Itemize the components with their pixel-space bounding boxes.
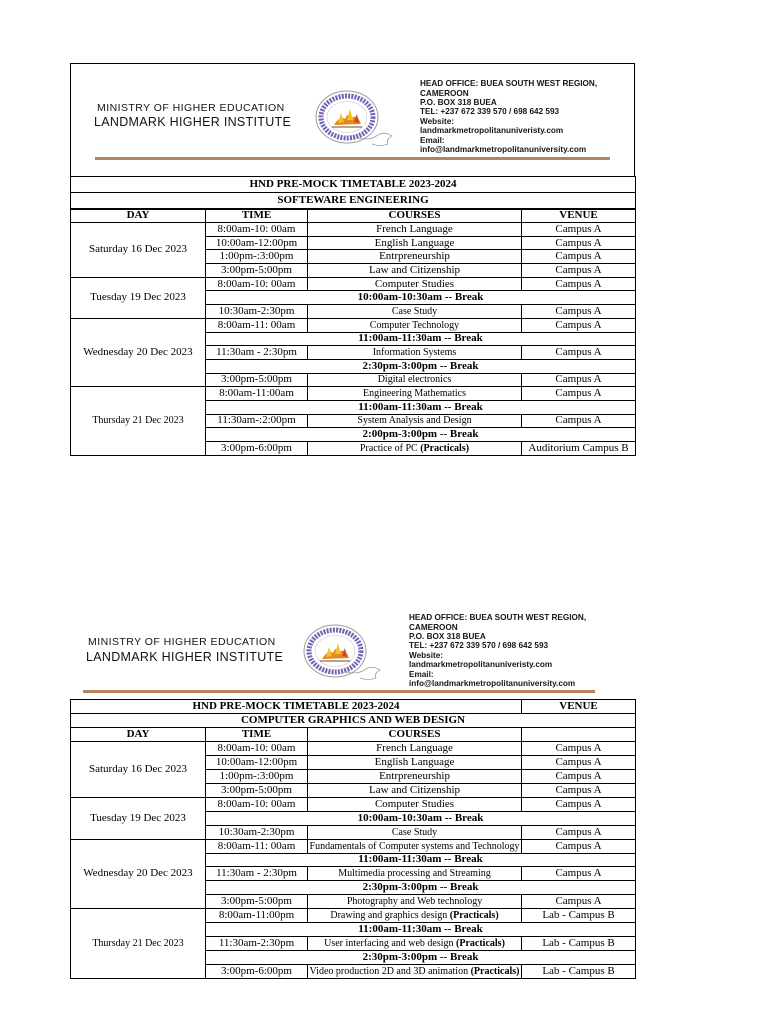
- course-name: Drawing and graphics design: [330, 910, 448, 922]
- venue-cell: Lab - Campus B: [522, 937, 636, 951]
- venue-cell: Campus A: [522, 318, 636, 332]
- venue-cell: Campus A: [522, 769, 636, 783]
- website-value: landmarkmetropolitanuniveristy.com: [409, 660, 553, 670]
- break-cell: 2:30pm-3:00pm -- Break: [206, 881, 636, 895]
- break-cell: 11:00am-11:30am -- Break: [206, 400, 636, 414]
- course-cell: [308, 839, 522, 853]
- venue-cell: Campus A: [522, 742, 636, 756]
- email-value: info@landmarkmetropolitanuniversity.com: [409, 679, 576, 689]
- course-name: System Analysis and Design: [357, 415, 472, 427]
- timetable-row: [71, 387, 636, 401]
- course-name: Computer Technology: [369, 319, 460, 331]
- venue-cell: Campus A: [522, 867, 636, 881]
- time-cell: 8:00am-10: 00am: [206, 277, 308, 291]
- letterhead-rule: [95, 157, 610, 160]
- institute-name: LANDMARK HIGHER INSTITUTE: [94, 115, 292, 129]
- break-cell: 11:00am-11:30am -- Break: [206, 853, 636, 867]
- course-cell: [308, 867, 522, 881]
- time-cell: 10:00am-12:00pm: [206, 755, 308, 769]
- program-name: SOFTEWARE ENGINEERING: [71, 193, 636, 209]
- course-cell: [308, 965, 522, 979]
- course-cell: [308, 742, 522, 756]
- course-name: User interfacing and web design: [324, 938, 454, 950]
- course-cell: [308, 250, 522, 264]
- time-cell: 10:00am-12:00pm: [206, 236, 308, 250]
- time-cell: 8:00am-10: 00am: [206, 223, 308, 237]
- website-label: Website:: [420, 116, 454, 126]
- time-cell: 10:30am-2:30pm: [206, 305, 308, 319]
- break-cell: 2:30pm-3:00pm -- Break: [206, 359, 636, 373]
- po-box-line: P.O. BOX 318 BUEA: [409, 632, 486, 642]
- venue-cell: Campus A: [522, 414, 636, 428]
- time-cell: 3:00pm-5:00pm: [206, 895, 308, 909]
- venue-cell: Campus A: [522, 825, 636, 839]
- time-cell: 3:00pm-6:00pm: [206, 965, 308, 979]
- break-cell: 10:00am-10:30am -- Break: [206, 291, 636, 305]
- course-name: Law and Citizenship: [368, 263, 461, 276]
- course-cell: [308, 277, 522, 291]
- course-cell: [308, 305, 522, 319]
- course-name: Computer Studies: [374, 277, 455, 290]
- program-row: [71, 714, 636, 728]
- day-header: DAY: [71, 209, 206, 223]
- timetable-row: [71, 742, 636, 756]
- time-header: TIME: [206, 209, 308, 223]
- course-name: Engineering Mathematics: [362, 388, 467, 400]
- course-name: English Language: [374, 755, 455, 768]
- venue-header-empty: [522, 728, 636, 742]
- venue-cell: Campus A: [522, 305, 636, 319]
- course-note: (Practicals): [420, 442, 470, 454]
- course-cell: [308, 797, 522, 811]
- course-cell: [308, 937, 522, 951]
- course-name: Computer Studies: [374, 797, 455, 810]
- website-label: Website:: [409, 650, 443, 660]
- time-cell: 8:00am-10: 00am: [206, 742, 308, 756]
- time-cell: 11:30am - 2:30pm: [206, 346, 308, 360]
- column-header-row: [71, 728, 636, 742]
- timetable-2: [70, 699, 636, 979]
- day-cell: Saturday 16 Dec 2023: [71, 742, 206, 798]
- title-row: [71, 700, 636, 714]
- country-line: CAMEROON: [409, 622, 458, 632]
- day-cell: Wednesday 20 Dec 2023: [71, 839, 206, 909]
- day-cell: Tuesday 19 Dec 2023: [71, 277, 206, 318]
- timetable-row: [71, 277, 636, 291]
- time-cell: 8:00am-11: 00am: [206, 839, 308, 853]
- email-value: info@landmarkmetropolitanuniversity.com: [420, 145, 587, 155]
- column-header-row: [71, 209, 636, 223]
- course-cell: [308, 909, 522, 923]
- course-cell: [308, 264, 522, 278]
- time-cell: 3:00pm-6:00pm: [206, 442, 308, 456]
- course-cell: [308, 373, 522, 387]
- time-cell: 1:00pm-:3:00pm: [206, 769, 308, 783]
- time-cell: 8:00am-11:00am: [206, 387, 308, 401]
- course-cell: [308, 346, 522, 360]
- course-name: Fundamentals of Computer systems and Technology: [309, 840, 520, 852]
- program-name: COMPUTER GRAPHICS AND WEB DESIGN: [71, 714, 636, 728]
- venue-cell: Campus A: [522, 223, 636, 237]
- venue-cell: Campus A: [522, 783, 636, 797]
- venue-cell: Campus A: [522, 250, 636, 264]
- venue-cell: Campus A: [522, 797, 636, 811]
- time-header: TIME: [206, 728, 308, 742]
- timetable-title: HND PRE-MOCK TIMETABLE 2023-2024: [71, 177, 636, 193]
- course-name: English Language: [374, 236, 455, 249]
- timetable-row: [71, 797, 636, 811]
- time-cell: 8:00am-10: 00am: [206, 797, 308, 811]
- venue-cell: Campus A: [522, 839, 636, 853]
- time-cell: 3:00pm-5:00pm: [206, 783, 308, 797]
- course-name: Video production 2D and 3D animation: [309, 965, 469, 977]
- course-note: (Practicals): [456, 938, 505, 950]
- email-label: Email:: [409, 669, 434, 679]
- courses-header: COURSES: [308, 728, 522, 742]
- course-name: Entrpreneurship: [379, 769, 450, 782]
- day-cell: Tuesday 19 Dec 2023: [71, 797, 206, 839]
- course-cell: [308, 442, 522, 456]
- venue-cell: Lab - Campus B: [522, 909, 636, 923]
- course-note: (Practicals): [470, 965, 520, 977]
- head-office-line: HEAD OFFICE: BUEA SOUTH WEST REGION,: [409, 613, 587, 623]
- venue-cell: Lab - Campus B: [522, 965, 636, 979]
- time-cell: 11:30am - 2:30pm: [206, 867, 308, 881]
- title-row: [71, 177, 636, 193]
- venue-cell: Auditorium Campus B: [522, 442, 636, 456]
- venue-cell: Campus A: [522, 895, 636, 909]
- venue-cell: Campus A: [522, 236, 636, 250]
- time-cell: 3:00pm-5:00pm: [206, 373, 308, 387]
- break-cell: 11:00am-11:30am -- Break: [206, 923, 636, 937]
- tel-line: TEL: +237 672 339 570 / 698 642 593: [420, 107, 560, 117]
- time-cell: 3:00pm-5:00pm: [206, 264, 308, 278]
- timetable-row: [71, 839, 636, 853]
- course-cell: [308, 236, 522, 250]
- contact-block: [409, 613, 586, 688]
- country-line: CAMEROON: [420, 88, 469, 98]
- course-name: Photography and Web technology: [346, 896, 483, 908]
- timetable-row: [71, 318, 636, 332]
- contact-block: [420, 79, 597, 154]
- course-cell: [308, 783, 522, 797]
- venue-header: VENUE: [522, 209, 636, 223]
- course-cell: [308, 414, 522, 428]
- letterhead-rule: [83, 690, 595, 693]
- day-cell: Wednesday 20 Dec 2023: [71, 318, 206, 386]
- time-cell: 8:00am-11:00pm: [206, 909, 308, 923]
- course-name: French Language: [376, 741, 453, 754]
- program-row: [71, 193, 636, 209]
- course-cell: [308, 755, 522, 769]
- course-name: Multimedia processing and Streaming: [338, 868, 491, 880]
- time-cell: 10:30am-2:30pm: [206, 825, 308, 839]
- course-name: Law and Citizenship: [368, 783, 461, 796]
- course-cell: [308, 223, 522, 237]
- course-cell: [308, 387, 522, 401]
- course-cell: [308, 318, 522, 332]
- break-cell: 2:30pm-3:00pm -- Break: [206, 951, 636, 965]
- course-name: French Language: [376, 222, 453, 235]
- course-name: Digital electronics: [377, 374, 452, 386]
- course-name: Case Study: [391, 826, 438, 838]
- institute-logo: [314, 89, 394, 149]
- institute-logo: [302, 623, 382, 683]
- day-header: DAY: [71, 728, 206, 742]
- venue-cell: Campus A: [522, 346, 636, 360]
- day-cell: Thursday 21 Dec 2023: [71, 909, 206, 979]
- website-value: landmarkmetropolitanuniveristy.com: [420, 126, 564, 136]
- venue-cell: Campus A: [522, 264, 636, 278]
- po-box-line: P.O. BOX 318 BUEA: [420, 98, 497, 108]
- course-cell: [308, 895, 522, 909]
- course-cell: [308, 769, 522, 783]
- time-cell: 1:00pm-:3:00pm: [206, 250, 308, 264]
- tel-line: TEL: +237 672 339 570 / 698 642 593: [409, 641, 549, 651]
- break-cell: 10:00am-10:30am -- Break: [206, 811, 636, 825]
- course-note: (Practicals): [449, 910, 499, 922]
- venue-cell: Campus A: [522, 755, 636, 769]
- timetable-row: [71, 223, 636, 237]
- venue-cell: Campus A: [522, 373, 636, 387]
- course-name: Entrpreneurship: [379, 250, 450, 263]
- time-cell: 11:30am-2:30pm: [206, 937, 308, 951]
- ministry-name: MINISTRY OF HIGHER EDUCATION: [88, 636, 276, 648]
- timetable-1: [70, 176, 636, 456]
- venue-header: VENUE: [522, 700, 636, 714]
- break-cell: 11:00am-11:30am -- Break: [206, 332, 636, 346]
- head-office-line: HEAD OFFICE: BUEA SOUTH WEST REGION,: [420, 79, 598, 89]
- day-cell: Saturday 16 Dec 2023: [71, 223, 206, 278]
- break-cell: 2:00pm-3:00pm -- Break: [206, 428, 636, 442]
- courses-header: COURSES: [308, 209, 522, 223]
- timetable-row: [71, 909, 636, 923]
- course-name: Case Study: [391, 305, 438, 317]
- day-cell: Thursday 21 Dec 2023: [71, 387, 206, 455]
- time-cell: 11:30am-:2:00pm: [206, 414, 308, 428]
- course-name: Practice of PC: [359, 442, 418, 454]
- course-cell: [308, 825, 522, 839]
- course-name: Information Systems: [372, 347, 457, 359]
- venue-cell: Campus A: [522, 277, 636, 291]
- timetable-title: HND PRE-MOCK TIMETABLE 2023-2024: [71, 700, 522, 714]
- ministry-name: MINISTRY OF HIGHER EDUCATION: [97, 102, 285, 114]
- institute-name: LANDMARK HIGHER INSTITUTE: [86, 650, 284, 664]
- venue-cell: Campus A: [522, 387, 636, 401]
- time-cell: 8:00am-11: 00am: [206, 318, 308, 332]
- email-label: Email:: [420, 135, 445, 145]
